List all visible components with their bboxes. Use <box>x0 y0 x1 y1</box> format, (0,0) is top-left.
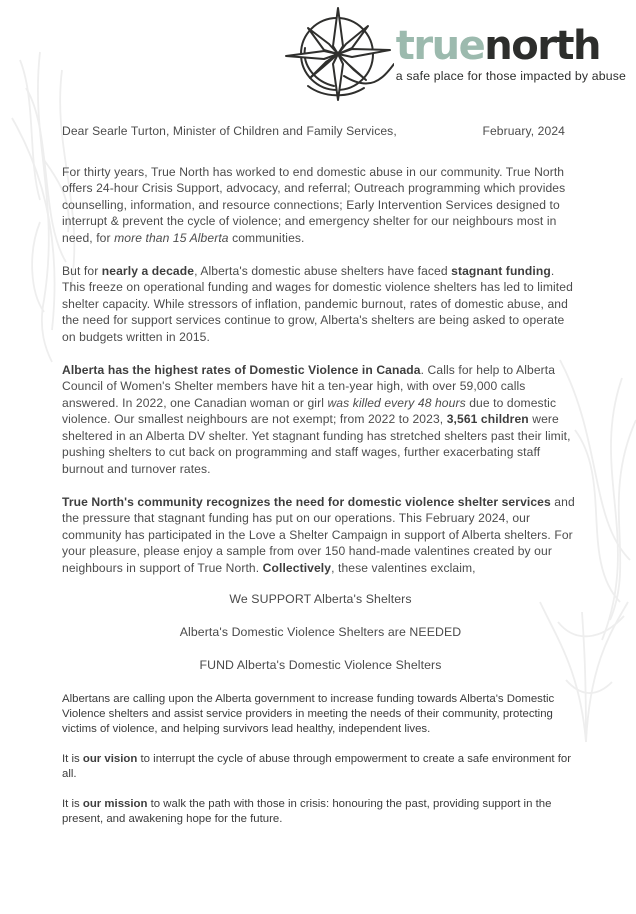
paragraph <box>62 362 579 477</box>
text-segment: . Calls for help to Alberta Council of Women's Shelter members have hit a ten-year high, with over 59,000 calls answered. In 2022, one Canadian woman or girl <box>62 363 556 410</box>
logo-word-true: true <box>395 23 485 69</box>
centered-statement: We SUPPORT Alberta's Shelters <box>229 591 412 606</box>
text-segment: True North's community recognizes the need for domestic violence shelter services <box>62 494 551 509</box>
centered-statement: Alberta's Domestic Violence Shelters are NEEDED <box>179 624 462 639</box>
text-segment: , Alberta's domestic abuse shelters have faced <box>194 264 452 279</box>
text-segment: , these valentines exclaim, <box>331 560 476 575</box>
text-segment: communities. <box>228 230 305 245</box>
letter-date: February, 2024 <box>482 124 565 138</box>
text-segment: more than 15 Alberta <box>114 230 229 245</box>
centered-statement: FUND Alberta's Domestic Violence Shelters <box>199 657 442 672</box>
paragraph <box>62 797 579 827</box>
paragraph <box>62 164 579 246</box>
paragraph <box>62 752 579 782</box>
logo-wordmark <box>395 23 626 69</box>
logo-tagline: a safe place for those impacted by abuse <box>395 69 626 83</box>
text-segment: to interrupt the cycle of abuse through empowerment to create a safe environment for all. <box>62 752 572 780</box>
text-segment: was killed every 48 hours <box>327 395 466 410</box>
text-segment: were sheltered in an Alberta DV shelter. Yet stagnant funding has stretched shelters past their limit, pushing shelters to cut back on programming and staff wages, further exacerbating staff burnout and turnover rates. <box>62 412 571 476</box>
text-segment: our mission <box>82 797 148 810</box>
paragraph <box>62 692 579 737</box>
text-segment: to walk the path with those in crisis: honouring the past, providing support in the present, and awakening hope for the future. <box>62 797 552 825</box>
paragraph <box>62 263 579 345</box>
letter-content <box>62 124 579 842</box>
text-segment: . This freeze on operational funding and wages for domestic violence shelters has led to limited shelter capacity. While stressors of inflation, pandemic burnout, rates of domestic abuse, and the need for support services continue to grow, Alberta's shelters are being asked to operate on budgets written in 2015. <box>62 264 573 344</box>
salutation-row <box>62 124 579 138</box>
centered-statements <box>62 593 579 672</box>
salutation: Dear Searle Turton, Minister of Children and Family Services, <box>62 124 397 138</box>
text-segment: Albertans are calling upon the Alberta government to increase funding towards Alberta's Domestic Violence shelters and assist service providers in meeting the needs of their community, protecting victims of violence, and helping survivors lead healthy, independent lives. <box>62 692 555 735</box>
text-segment: Collectively <box>262 560 332 575</box>
text-segment: For thirty years, True North has worked to end domestic abuse in our community. True North offers 24-hour Crisis Support, advocacy, and referral; Outreach programming which provides counselling, information, and resource connections; Early Intervention Services designed to interrupt & prevent the cycle of violence; and emergency shelter for our neighbours most in need, for <box>62 165 566 245</box>
letter-paragraphs <box>62 164 579 576</box>
text-segment: and the pressure that stagnant funding has put on our operations. This February 2024, our community has participated in the Love a Shelter Campaign in support of Alberta shelters. For your pleasure, please enjoy a sample from over 150 hand-made valentines created by our neighbours in support of True North. <box>62 494 575 575</box>
text-segment: 3,561 children <box>446 412 529 427</box>
text-segment: It is <box>62 752 83 765</box>
text-segment: stagnant funding <box>451 264 551 279</box>
text-segment: But for <box>62 264 102 279</box>
logo-word-north: north <box>484 23 601 69</box>
logo-text <box>396 6 626 83</box>
text-segment: due to domestic violence. Our smallest neighbours are not exempt; from 2022 to 2023, <box>62 395 557 427</box>
text-segment: Alberta has the highest rates of Domestic Violence in Canada <box>62 363 421 378</box>
closing-paragraphs <box>62 692 579 827</box>
text-segment: nearly a decade <box>101 264 195 279</box>
text-segment: It is <box>62 797 83 810</box>
compass-icon <box>282 6 394 104</box>
paragraph <box>62 494 579 576</box>
logo <box>282 6 626 104</box>
text-segment: our vision <box>82 752 138 765</box>
